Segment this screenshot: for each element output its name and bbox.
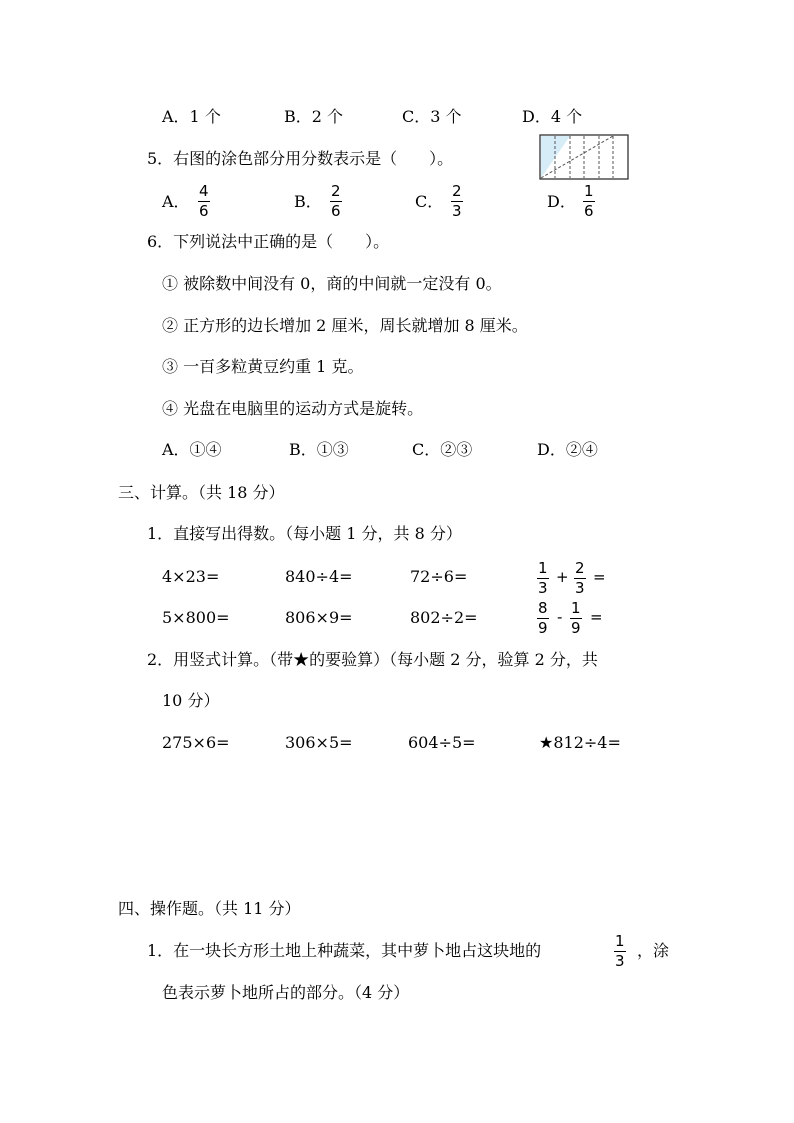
fraction-1-b bbox=[574, 561, 586, 596]
numerator: 2 bbox=[452, 182, 462, 200]
q6-option-a: A．①④ bbox=[162, 440, 222, 459]
mental-math-item: 5×800= bbox=[162, 608, 230, 627]
denominator: 3 bbox=[575, 579, 585, 597]
numerator: 1 bbox=[571, 599, 581, 617]
q6-option-c: C．②③ bbox=[412, 440, 473, 459]
section-4-part-1-text-end: ，涂 bbox=[637, 941, 670, 960]
mental-math-item: 840÷4= bbox=[285, 567, 353, 586]
section-4-part-1-text: 1．在一块长方形土地上种蔬菜，其中萝卜地占这块地的 bbox=[147, 941, 542, 960]
q5-option-a-letter: A． bbox=[162, 192, 190, 211]
q6-statement-3: ③ 一百多粒黄豆约重 1 克。 bbox=[162, 357, 364, 376]
section-3-title: 三、计算。（共 18 分） bbox=[118, 483, 285, 502]
q4-option-c: C．3 个 bbox=[402, 107, 462, 126]
numerator: 1 bbox=[584, 182, 594, 200]
numerator: 1 bbox=[538, 559, 548, 577]
denominator: 3 bbox=[538, 579, 548, 597]
section-4-title: 四、操作题。（共 11 分） bbox=[118, 899, 301, 918]
denominator: 9 bbox=[538, 619, 548, 637]
vertical-calc-item: 275×6= bbox=[162, 733, 230, 752]
numerator: 2 bbox=[575, 559, 585, 577]
mental-math-item: 806×9= bbox=[285, 608, 353, 627]
mental-math-item: 72÷6= bbox=[410, 567, 468, 586]
q5-option-a-fraction bbox=[198, 184, 210, 219]
denominator: 6 bbox=[584, 202, 594, 220]
numerator: 8 bbox=[538, 599, 548, 617]
q6-statement-4: ④ 光盘在电脑里的运动方式是旋转。 bbox=[162, 399, 424, 418]
equals-sign: = bbox=[593, 568, 606, 586]
denominator: 6 bbox=[199, 202, 209, 220]
q6-option-b: B．①③ bbox=[289, 440, 349, 459]
vertical-calc-item: 604÷5= bbox=[408, 733, 476, 752]
section-3-part-2-title-cont: 10 分） bbox=[162, 691, 220, 710]
plus-operator: + bbox=[556, 568, 569, 586]
section-4-fraction bbox=[614, 934, 626, 969]
equals-sign: = bbox=[590, 608, 603, 626]
q5-option-c-letter: C． bbox=[415, 192, 444, 211]
q6-statement-1: ① 被除数中间没有 0，商的中间就一定没有 0。 bbox=[162, 274, 502, 293]
q6-question: 6．下列说法中正确的是（ ）。 bbox=[147, 232, 390, 251]
denominator: 6 bbox=[331, 202, 341, 220]
q4-option-a: A．1 个 bbox=[162, 107, 221, 126]
section-3-part-1-title: 1．直接写出得数。（每小题 1 分，共 8 分） bbox=[147, 524, 462, 543]
vertical-calc-item: 306×5= bbox=[285, 733, 353, 752]
fraction-2-a bbox=[537, 601, 549, 636]
q5-option-d-fraction bbox=[583, 184, 595, 219]
q5-figure bbox=[539, 134, 629, 180]
fraction-1-a bbox=[537, 561, 549, 596]
q5-question: 5．右图的涂色部分用分数表示是（ ）。 bbox=[147, 149, 454, 168]
q4-option-d: D．4 个 bbox=[522, 107, 583, 126]
q5-option-b-letter: B． bbox=[294, 192, 322, 211]
q5-option-c-fraction bbox=[451, 184, 463, 219]
vertical-calc-item-starred: ★812÷4= bbox=[539, 733, 621, 752]
q6-statement-2: ② 正方形的边长增加 2 厘米，周长就增加 8 厘米。 bbox=[162, 316, 528, 335]
section-3-part-2-title: 2．用竖式计算。（带★的要验算）（每小题 2 分，验算 2 分，共 bbox=[147, 650, 598, 669]
numerator: 1 bbox=[615, 932, 625, 950]
denominator: 3 bbox=[452, 202, 462, 220]
q6-option-d: D．②④ bbox=[537, 440, 598, 459]
numerator: 2 bbox=[331, 182, 341, 200]
q4-option-b: B．2 个 bbox=[284, 107, 344, 126]
mental-math-item: 4×23= bbox=[162, 567, 220, 586]
section-4-part-1-text-cont: 色表示萝卜地所占的部分。（4 分） bbox=[162, 983, 410, 1002]
numerator: 4 bbox=[199, 182, 209, 200]
denominator: 9 bbox=[571, 619, 581, 637]
q5-option-b-fraction bbox=[330, 184, 342, 219]
mental-math-item: 802÷2= bbox=[410, 608, 478, 627]
denominator: 3 bbox=[615, 952, 625, 970]
fraction-2-b bbox=[570, 601, 582, 636]
q5-option-d-letter: D． bbox=[547, 192, 576, 211]
minus-operator: - bbox=[557, 608, 563, 626]
